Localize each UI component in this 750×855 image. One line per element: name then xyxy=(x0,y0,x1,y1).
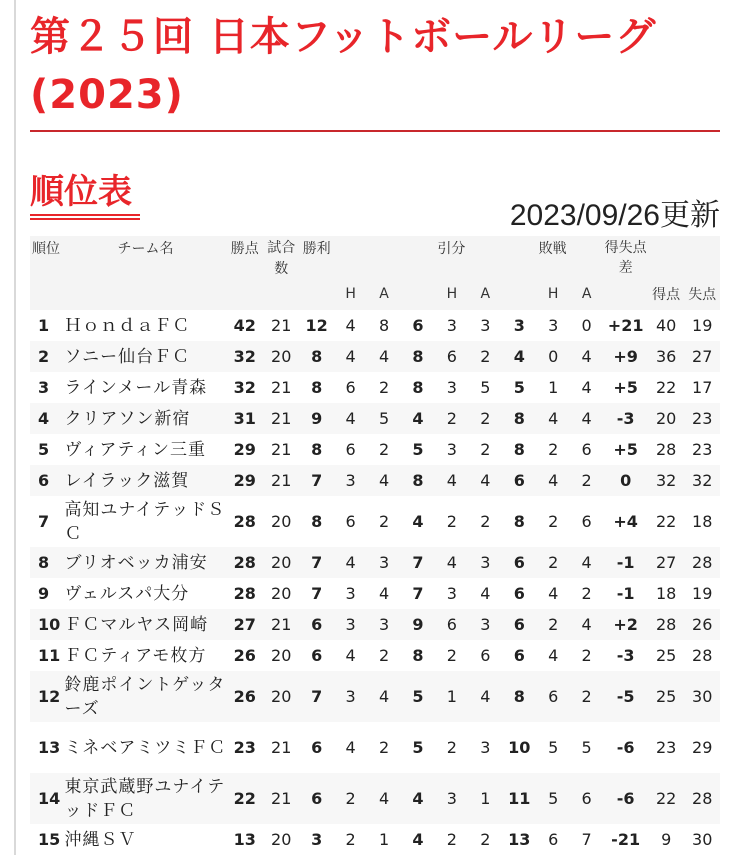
wins-cell: 7 xyxy=(299,578,333,609)
losses-cell: 6 xyxy=(502,578,536,609)
table-row xyxy=(30,403,720,434)
goal-diff-cell: -1 xyxy=(603,547,648,578)
header-losses: 敗戦 xyxy=(538,241,567,257)
losses-home-cell: 3 xyxy=(536,310,569,341)
wins-away-cell: 4 xyxy=(367,773,400,824)
losses-home-cell: 4 xyxy=(536,465,569,496)
goals-for-cell: 36 xyxy=(648,341,684,372)
goal-diff-cell: -3 xyxy=(603,403,648,434)
goals-against-cell: 27 xyxy=(684,341,720,372)
losses-away-cell: 6 xyxy=(570,434,603,465)
goals-against-cell: 28 xyxy=(684,640,720,671)
losses-away-cell: 6 xyxy=(570,496,603,547)
goals-against-cell: 17 xyxy=(684,372,720,403)
points-cell: 42 xyxy=(227,310,263,341)
table-row xyxy=(30,773,720,824)
goals-for-cell: 23 xyxy=(648,722,684,773)
losses-cell: 6 xyxy=(502,640,536,671)
team-cell: ラインメール青森 xyxy=(64,372,226,403)
draws-away-cell: 5 xyxy=(469,372,502,403)
goal-diff-cell: -6 xyxy=(603,722,648,773)
goal-diff-cell: -3 xyxy=(603,640,648,671)
played-cell: 21 xyxy=(263,310,299,341)
header-wins-spacer xyxy=(334,236,401,278)
draws-home-cell: 4 xyxy=(435,465,468,496)
points-cell: 22 xyxy=(227,773,263,824)
losses-home-cell: 6 xyxy=(536,671,569,722)
played-cell: 21 xyxy=(263,773,299,824)
goal-diff-cell: 0 xyxy=(603,465,648,496)
wins-home-cell: 6 xyxy=(334,434,367,465)
goals-for-cell: 22 xyxy=(648,773,684,824)
losses-away-cell: 2 xyxy=(570,671,603,722)
points-cell: 13 xyxy=(227,824,263,855)
losses-away-cell: 4 xyxy=(570,341,603,372)
losses-home-cell: 6 xyxy=(536,824,569,855)
draws-away-cell: 3 xyxy=(469,310,502,341)
subheader-losses-total xyxy=(502,278,536,310)
played-cell: 21 xyxy=(263,372,299,403)
goal-diff-cell: +5 xyxy=(603,434,648,465)
standings-body xyxy=(30,310,720,855)
team-cell: 鈴鹿ポイントゲッターズ xyxy=(64,671,226,722)
rank-cell: 14 xyxy=(30,773,64,824)
rank-cell: 15 xyxy=(30,824,64,855)
team-cell: クリアソン新宿 xyxy=(64,403,226,434)
draws-home-cell: 3 xyxy=(435,372,468,403)
goals-for-cell: 40 xyxy=(648,310,684,341)
subheader-draws-home: H xyxy=(446,286,458,302)
standings-table xyxy=(30,236,720,855)
table-row xyxy=(30,640,720,671)
wins-cell: 7 xyxy=(299,671,333,722)
losses-cell: 13 xyxy=(502,824,536,855)
goals-for-cell: 18 xyxy=(648,578,684,609)
goal-diff-cell: -5 xyxy=(603,671,648,722)
played-cell: 20 xyxy=(263,824,299,855)
losses-home-cell: 4 xyxy=(536,403,569,434)
subheader-wins-total xyxy=(299,278,333,310)
draws-home-cell: 2 xyxy=(435,824,468,855)
team-cell: レイラック滋賀 xyxy=(64,465,226,496)
draws-away-cell: 2 xyxy=(469,403,502,434)
losses-away-cell: 0 xyxy=(570,310,603,341)
losses-home-cell: 5 xyxy=(536,722,569,773)
draws-away-cell: 1 xyxy=(469,773,502,824)
wins-home-cell: 6 xyxy=(334,496,367,547)
table-header-row xyxy=(30,236,720,278)
draws-cell: 6 xyxy=(401,310,435,341)
wins-cell: 7 xyxy=(299,465,333,496)
rank-cell: 12 xyxy=(30,671,64,722)
goal-diff-cell: +5 xyxy=(603,372,648,403)
draws-away-cell: 4 xyxy=(469,671,502,722)
played-cell: 21 xyxy=(263,722,299,773)
rank-cell: 9 xyxy=(30,578,64,609)
draws-cell: 4 xyxy=(401,773,435,824)
team-cell: ソニー仙台ＦＣ xyxy=(64,341,226,372)
points-cell: 28 xyxy=(227,547,263,578)
goals-against-cell: 28 xyxy=(684,547,720,578)
draws-away-cell: 2 xyxy=(469,434,502,465)
draws-home-cell: 2 xyxy=(435,722,468,773)
rank-cell: 3 xyxy=(30,372,64,403)
goals-against-cell: 28 xyxy=(684,773,720,824)
played-cell: 20 xyxy=(263,640,299,671)
wins-away-cell: 4 xyxy=(367,465,400,496)
losses-away-cell: 2 xyxy=(570,640,603,671)
losses-home-cell: 1 xyxy=(536,372,569,403)
updated-date: 2023/09/26更新 xyxy=(509,199,720,232)
wins-home-cell: 4 xyxy=(334,341,367,372)
header-goals-spacer xyxy=(648,236,720,278)
draws-cell: 7 xyxy=(401,547,435,578)
points-cell: 31 xyxy=(227,403,263,434)
table-row xyxy=(30,547,720,578)
points-cell: 32 xyxy=(227,372,263,403)
wins-cell: 8 xyxy=(299,341,333,372)
losses-cell: 5 xyxy=(502,372,536,403)
wins-away-cell: 1 xyxy=(367,824,400,855)
wins-away-cell: 4 xyxy=(367,578,400,609)
goals-against-cell: 23 xyxy=(684,434,720,465)
table-row xyxy=(30,341,720,372)
points-cell: 28 xyxy=(227,578,263,609)
subheader-draws-total xyxy=(401,278,435,310)
draws-home-cell: 4 xyxy=(435,547,468,578)
goals-for-cell: 9 xyxy=(648,824,684,855)
goal-diff-cell: +21 xyxy=(603,310,648,341)
losses-home-cell: 2 xyxy=(536,434,569,465)
team-cell: ミネベアミツミＦＣ xyxy=(64,722,226,773)
draws-cell: 4 xyxy=(401,496,435,547)
subheader-wins-away: A xyxy=(379,286,389,302)
draws-home-cell: 3 xyxy=(435,310,468,341)
points-cell: 26 xyxy=(227,640,263,671)
points-cell: 32 xyxy=(227,341,263,372)
team-cell: ＦＣティアモ枚方 xyxy=(64,640,226,671)
goals-against-cell: 23 xyxy=(684,403,720,434)
wins-away-cell: 2 xyxy=(367,372,400,403)
draws-home-cell: 3 xyxy=(435,773,468,824)
played-cell: 20 xyxy=(263,496,299,547)
rank-cell: 8 xyxy=(30,547,64,578)
draws-home-cell: 3 xyxy=(435,434,468,465)
rank-cell: 11 xyxy=(30,640,64,671)
wins-cell: 6 xyxy=(299,609,333,640)
header-goals-against: 失点 xyxy=(688,287,717,303)
losses-cell: 8 xyxy=(502,671,536,722)
wins-cell: 8 xyxy=(299,434,333,465)
goals-for-cell: 32 xyxy=(648,465,684,496)
goals-against-cell: 32 xyxy=(684,465,720,496)
wins-cell: 6 xyxy=(299,640,333,671)
team-cell: ＨｏｎｄａＦＣ xyxy=(64,310,226,341)
draws-away-cell: 6 xyxy=(469,640,502,671)
goal-diff-cell: -6 xyxy=(603,773,648,824)
wins-away-cell: 3 xyxy=(367,547,400,578)
wins-away-cell: 2 xyxy=(367,434,400,465)
losses-home-cell: 4 xyxy=(536,578,569,609)
losses-home-cell: 2 xyxy=(536,496,569,547)
team-cell: 東京武蔵野ユナイテッドＦＣ xyxy=(64,773,226,824)
draws-away-cell: 4 xyxy=(469,578,502,609)
team-cell: ヴェルスパ大分 xyxy=(64,578,226,609)
rank-cell: 1 xyxy=(30,310,64,341)
draws-away-cell: 3 xyxy=(469,609,502,640)
goals-for-cell: 28 xyxy=(648,434,684,465)
played-cell: 20 xyxy=(263,341,299,372)
goal-diff-cell: +9 xyxy=(603,341,648,372)
wins-cell: 8 xyxy=(299,372,333,403)
header-goal-diff: 得失点差 xyxy=(604,240,647,276)
draws-home-cell: 6 xyxy=(435,609,468,640)
table-row xyxy=(30,496,720,547)
team-cell: 沖縄ＳＶ xyxy=(64,824,226,855)
team-cell: ブリオベッカ浦安 xyxy=(64,547,226,578)
draws-away-cell: 2 xyxy=(469,496,502,547)
draws-away-cell: 3 xyxy=(469,722,502,773)
wins-cell: 8 xyxy=(299,496,333,547)
header-played: 試合数 xyxy=(267,240,296,277)
draws-away-cell: 4 xyxy=(469,465,502,496)
played-cell: 21 xyxy=(263,609,299,640)
goals-for-cell: 25 xyxy=(648,671,684,722)
wins-away-cell: 5 xyxy=(367,403,400,434)
table-row xyxy=(30,578,720,609)
goal-diff-cell: +2 xyxy=(603,609,648,640)
played-cell: 20 xyxy=(263,578,299,609)
goal-diff-cell: +4 xyxy=(603,496,648,547)
wins-home-cell: 3 xyxy=(334,465,367,496)
team-cell: 高知ユナイテッドＳＣ xyxy=(64,496,226,547)
played-cell: 21 xyxy=(263,403,299,434)
wins-away-cell: 2 xyxy=(367,496,400,547)
wins-away-cell: 2 xyxy=(367,640,400,671)
losses-home-cell: 2 xyxy=(536,609,569,640)
losses-away-cell: 7 xyxy=(570,824,603,855)
goals-against-cell: 18 xyxy=(684,496,720,547)
header-wins: 勝利 xyxy=(302,241,331,257)
draws-away-cell: 3 xyxy=(469,547,502,578)
draws-home-cell: 2 xyxy=(435,496,468,547)
wins-away-cell: 3 xyxy=(367,609,400,640)
losses-away-cell: 4 xyxy=(570,609,603,640)
draws-cell: 5 xyxy=(401,671,435,722)
subheader-gd xyxy=(603,278,648,310)
goals-for-cell: 22 xyxy=(648,372,684,403)
draws-cell: 8 xyxy=(401,465,435,496)
team-cell: ヴィアティン三重 xyxy=(64,434,226,465)
header-points: 勝点 xyxy=(230,241,259,257)
goals-for-cell: 22 xyxy=(648,496,684,547)
left-border xyxy=(14,0,16,855)
wins-home-cell: 2 xyxy=(334,773,367,824)
table-row xyxy=(30,465,720,496)
goals-against-cell: 30 xyxy=(684,824,720,855)
draws-cell: 4 xyxy=(401,824,435,855)
table-row xyxy=(30,434,720,465)
losses-away-cell: 5 xyxy=(570,722,603,773)
rank-cell: 5 xyxy=(30,434,64,465)
goal-diff-cell: -1 xyxy=(603,578,648,609)
played-cell: 21 xyxy=(263,434,299,465)
wins-home-cell: 4 xyxy=(334,403,367,434)
points-cell: 27 xyxy=(227,609,263,640)
wins-cell: 9 xyxy=(299,403,333,434)
goals-against-cell: 29 xyxy=(684,722,720,773)
losses-cell: 8 xyxy=(502,434,536,465)
wins-away-cell: 4 xyxy=(367,341,400,372)
goals-against-cell: 19 xyxy=(684,310,720,341)
played-cell: 20 xyxy=(263,671,299,722)
goals-against-cell: 26 xyxy=(684,609,720,640)
wins-home-cell: 4 xyxy=(334,722,367,773)
goals-for-cell: 20 xyxy=(648,403,684,434)
points-cell: 28 xyxy=(227,496,263,547)
draws-cell: 4 xyxy=(401,403,435,434)
losses-cell: 8 xyxy=(502,403,536,434)
wins-home-cell: 2 xyxy=(334,824,367,855)
goals-for-cell: 25 xyxy=(648,640,684,671)
subheader-losses-home: H xyxy=(547,286,559,302)
wins-home-cell: 3 xyxy=(334,671,367,722)
wins-cell: 3 xyxy=(299,824,333,855)
points-cell: 23 xyxy=(227,722,263,773)
points-cell: 29 xyxy=(227,465,263,496)
losses-cell: 6 xyxy=(502,609,536,640)
rank-cell: 7 xyxy=(30,496,64,547)
wins-home-cell: 4 xyxy=(334,640,367,671)
losses-home-cell: 4 xyxy=(536,640,569,671)
losses-away-cell: 4 xyxy=(570,547,603,578)
subheader-draws-away: A xyxy=(480,286,491,302)
rank-cell: 6 xyxy=(30,465,64,496)
played-cell: 21 xyxy=(263,465,299,496)
draws-cell: 8 xyxy=(401,372,435,403)
draws-cell: 8 xyxy=(401,341,435,372)
wins-home-cell: 6 xyxy=(334,372,367,403)
wins-away-cell: 8 xyxy=(367,310,400,341)
draws-home-cell: 3 xyxy=(435,578,468,609)
page-title: 第２５回 日本フットボールリーグ(2023) xyxy=(30,14,657,118)
wins-home-cell: 4 xyxy=(334,310,367,341)
rank-cell: 4 xyxy=(30,403,64,434)
draws-home-cell: 2 xyxy=(435,640,468,671)
draws-cell: 5 xyxy=(401,722,435,773)
wins-home-cell: 3 xyxy=(334,609,367,640)
points-cell: 29 xyxy=(227,434,263,465)
losses-home-cell: 2 xyxy=(536,547,569,578)
goals-against-cell: 30 xyxy=(684,671,720,722)
table-row xyxy=(30,722,720,773)
losses-cell: 6 xyxy=(502,465,536,496)
rank-cell: 10 xyxy=(30,609,64,640)
rank-cell: 2 xyxy=(30,341,64,372)
draws-cell: 9 xyxy=(401,609,435,640)
table-row xyxy=(30,310,720,341)
losses-away-cell: 4 xyxy=(570,372,603,403)
section-header xyxy=(30,132,720,232)
draws-away-cell: 2 xyxy=(469,341,502,372)
losses-away-cell: 2 xyxy=(570,578,603,609)
losses-cell: 4 xyxy=(502,341,536,372)
losses-cell: 8 xyxy=(502,496,536,547)
draws-cell: 5 xyxy=(401,434,435,465)
table-row xyxy=(30,824,720,855)
draws-away-cell: 2 xyxy=(469,824,502,855)
losses-away-cell: 2 xyxy=(570,465,603,496)
draws-home-cell: 6 xyxy=(435,341,468,372)
subheader-wins-home: H xyxy=(345,286,356,302)
wins-cell: 6 xyxy=(299,722,333,773)
header-team: チーム名 xyxy=(117,241,174,257)
section-title-underline xyxy=(30,214,140,220)
rank-cell: 13 xyxy=(30,722,64,773)
goal-diff-cell: -21 xyxy=(603,824,648,855)
wins-home-cell: 4 xyxy=(334,547,367,578)
draws-cell: 7 xyxy=(401,578,435,609)
header-draws: 引分 xyxy=(437,241,466,257)
table-row xyxy=(30,372,720,403)
losses-home-cell: 0 xyxy=(536,341,569,372)
draws-home-cell: 1 xyxy=(435,671,468,722)
draws-cell: 8 xyxy=(401,640,435,671)
goals-against-cell: 19 xyxy=(684,578,720,609)
header-goals-for: 得点 xyxy=(652,287,681,303)
losses-away-cell: 4 xyxy=(570,403,603,434)
losses-cell: 6 xyxy=(502,547,536,578)
losses-cell: 11 xyxy=(502,773,536,824)
wins-cell: 7 xyxy=(299,547,333,578)
losses-cell: 10 xyxy=(502,722,536,773)
goals-for-cell: 27 xyxy=(648,547,684,578)
team-cell: ＦＣマルヤス岡崎 xyxy=(64,609,226,640)
table-row xyxy=(30,609,720,640)
wins-away-cell: 2 xyxy=(367,722,400,773)
table-row xyxy=(30,671,720,722)
played-cell: 20 xyxy=(263,547,299,578)
header-rank: 順位 xyxy=(32,241,60,257)
wins-cell: 6 xyxy=(299,773,333,824)
losses-away-cell: 6 xyxy=(570,773,603,824)
points-cell: 26 xyxy=(227,671,263,722)
wins-cell: 12 xyxy=(299,310,333,341)
subheader-losses-away: A xyxy=(581,286,592,302)
page-content xyxy=(30,0,720,232)
losses-home-cell: 5 xyxy=(536,773,569,824)
losses-cell: 3 xyxy=(502,310,536,341)
section-title: 順位表 xyxy=(30,172,132,212)
wins-away-cell: 4 xyxy=(367,671,400,722)
draws-home-cell: 2 xyxy=(435,403,468,434)
goals-for-cell: 28 xyxy=(648,609,684,640)
wins-home-cell: 3 xyxy=(334,578,367,609)
